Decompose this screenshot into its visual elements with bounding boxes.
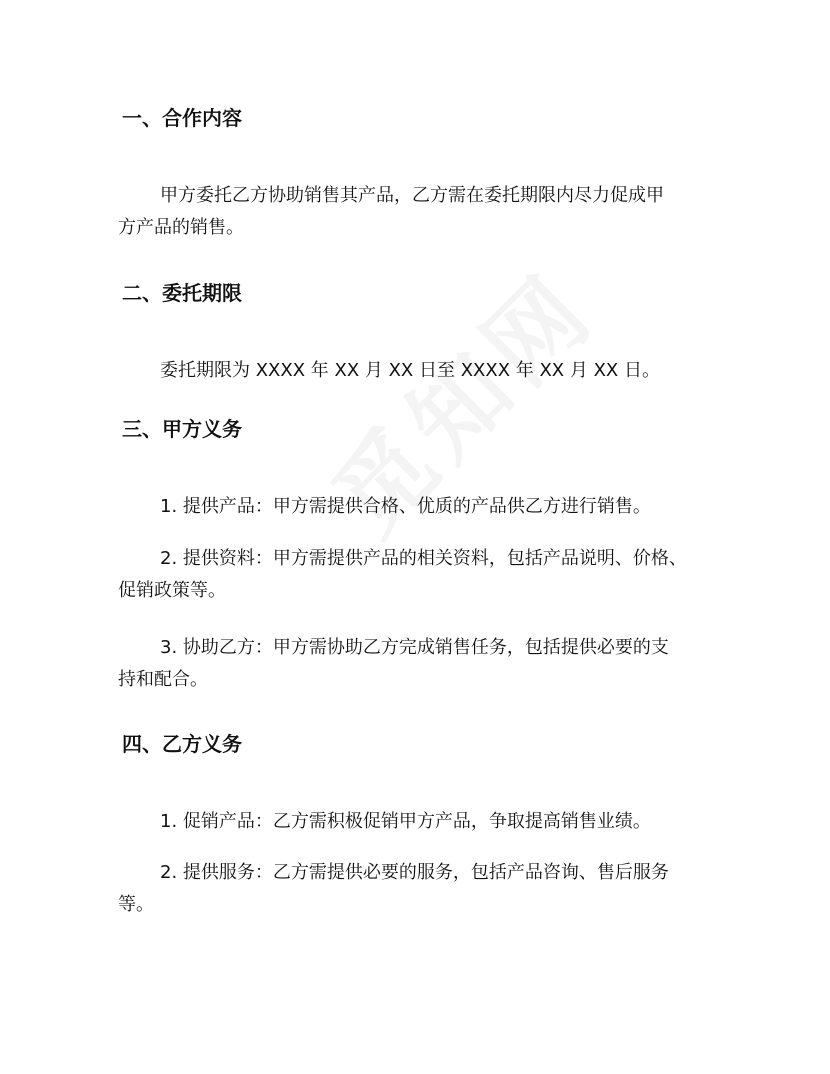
paragraph-line: 2. 提供服务：乙方需提供必要的服务，包括产品咨询、售后服务 (160, 862, 669, 883)
paragraph-line: 持和配合。 (118, 669, 208, 690)
list-item (118, 806, 718, 838)
paragraph-line: 1. 提供产品：甲方需提供合格、优质的产品供乙方进行销售。 (160, 496, 651, 517)
paragraph (118, 180, 718, 244)
paragraph-line: 3. 协助乙方：甲方需协助乙方完成销售任务，包括提供必要的支 (160, 637, 669, 658)
list-item (118, 857, 718, 921)
list-item (118, 491, 718, 523)
paragraph-line: 委托期限为 XXXX 年 XX 月 XX 日至 XXXX 年 XX 月 XX 日。 (160, 360, 660, 381)
section-heading-party-a-obligations: 三、甲方义务 (122, 417, 242, 441)
section-heading-party-b-obligations: 四、乙方义务 (122, 732, 242, 756)
list-item (118, 632, 718, 696)
list-item (118, 543, 718, 607)
paragraph-line: 甲方委托乙方协助销售其产品，乙方需在委托期限内尽力促成甲 (160, 185, 664, 206)
paragraph (118, 355, 718, 387)
paragraph-line: 1. 促销产品：乙方需积极促销甲方产品，争取提高销售业绩。 (160, 811, 651, 832)
paragraph-line: 方产品的销售。 (118, 217, 244, 238)
paragraph-line: 等。 (118, 894, 154, 915)
paragraph-line: 2. 提供资料：甲方需提供产品的相关资料，包括产品说明、价格、 (160, 548, 687, 569)
section-heading-cooperation: 一、合作内容 (122, 106, 242, 130)
section-heading-term: 二、委托期限 (122, 281, 242, 305)
paragraph-line: 促销政策等。 (118, 580, 226, 601)
